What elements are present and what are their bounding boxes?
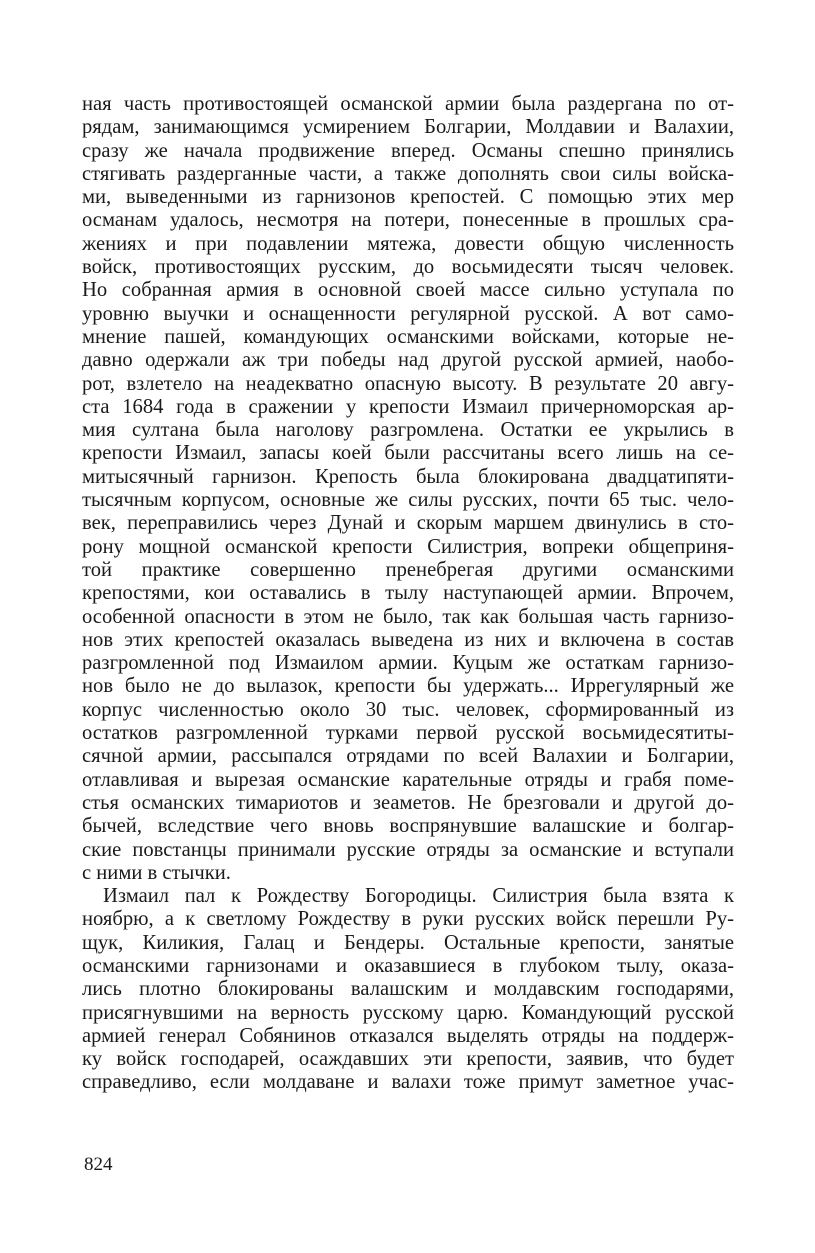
text-line: мнение пашей, командующих османскими войсками, которые не-: [82, 325, 734, 348]
page-number: 824: [84, 1154, 113, 1175]
text-line: рядам, занимающимся усмирением Болгарии, Молдавии и Валахии,: [82, 116, 734, 139]
text-line: присягнувшими на верность русскому царю. Командующий русской: [82, 1001, 734, 1024]
text-line: тысячным корпусом, основные же силы русских, почти 65 тыс. чело-: [82, 489, 734, 512]
text-line: уровню выучки и оснащенности регулярной русской. А вот само-: [82, 302, 734, 325]
text-line: той практике совершенно пренебрегая другими османскими: [82, 558, 734, 581]
text-line: митысячный гарнизон. Крепость была блокирована двадцатипяти-: [82, 465, 734, 488]
text-line: отлавливая и вырезая османские карательные отряды и грабя поме-: [82, 768, 734, 791]
text-line: справедливо, если молдаване и валахи тоже примут заметное учас-: [82, 1071, 734, 1094]
text-line: бычей, вследствие чего вновь воспрянувшие валашские и болгар-: [82, 815, 734, 838]
text-line: сразу же начала продвижение вперед. Османы спешно принялись: [82, 139, 734, 162]
text-line: ку войск господарей, осаждавших эти крепости, заявив, что будет: [82, 1048, 734, 1071]
text-line: ские повстанцы принимали русские отряды за османские и вступали: [82, 838, 734, 861]
text-line: сячной армии, рассыпался отрядами по всей Валахии и Болгарии,: [82, 745, 734, 768]
text-line: османам удалось, несмотря на потери, понесенные в прошлых сра-: [82, 209, 734, 232]
text-line: лись плотно блокированы валашским и молдавским господарями,: [82, 978, 734, 1001]
text-line: мия султана была наголову разгромлена. Остатки ее укрылись в: [82, 419, 734, 442]
text-line: корпус численностью около 30 тыс. человек, сформированный из: [82, 698, 734, 721]
text-line: рону мощной османской крепости Силистрия, вопреки общеприня-: [82, 535, 734, 558]
text-line: нов этих крепостей оказалась выведена из них и включена в состав: [82, 628, 734, 651]
text-line: стья османских тимариотов и зеаметов. Не брезговали и другой до-: [82, 791, 734, 814]
paragraph-start-line: Измаил пал к Рождеству Богородицы. Силистрия была взята к: [103, 885, 734, 908]
text-line: нов было не до вылазок, крепости бы удержать... Иррегулярный же: [82, 675, 734, 698]
text-line: ноябрю, а к светлому Рождеству в руки русских войск перешли Ру-: [82, 908, 734, 931]
text-line: особенной опасности в этом не было, так как большая часть гарнизо-: [82, 605, 734, 628]
text-line: крепости Измаил, запасы коей были рассчитаны всего лишь на се-: [82, 442, 734, 465]
text-line: крепостями, кои оставались в тылу наступающей армии. Впрочем,: [82, 582, 734, 605]
text-line: стягивать раздерганные части, а также дополнять свои силы войска-: [82, 162, 734, 185]
text-line: давно одержали аж три победы над другой русской армией, наобо-: [82, 349, 734, 372]
text-line: Но собранная армия в основной своей массе сильно уступала по: [82, 279, 734, 302]
text-line: ная часть противостоящей османской армии была раздергана по от-: [82, 93, 734, 115]
body-text: [82, 93, 734, 1095]
text-line: османскими гарнизонами и оказавшиеся в глубоком тылу, оказа-: [82, 954, 734, 977]
text-line: ста 1684 года в сражении у крепости Измаил причерноморская ар-: [82, 395, 734, 418]
text-line: жениях и при подавлении мятежа, довести общую численность: [82, 232, 734, 255]
text-line: щук, Киликия, Галац и Бендеры. Остальные крепости, занятые: [82, 931, 734, 954]
text-line: разгромленной под Измаилом армии. Куцым же остаткам гарнизо-: [82, 652, 734, 675]
paragraph-end-line: с ними в стычки.: [82, 861, 231, 884]
text-line: век, переправились через Дунай и скорым маршем двинулись в сто-: [82, 512, 734, 535]
text-line: армией генерал Собянинов отказался выделять отряды на поддерж-: [82, 1024, 734, 1047]
text-line: ми, выведенными из гарнизонов крепостей. С помощью этих мер: [82, 186, 734, 209]
text-line: рот, взлетело на неадекватно опасную высоту. В результате 20 авгу-: [82, 372, 734, 395]
text-line: войск, противостоящих русским, до восьмидесяти тысяч человек.: [82, 256, 734, 279]
text-line: остатков разгромленной турками первой русской восьмидесятиты-: [82, 722, 734, 745]
